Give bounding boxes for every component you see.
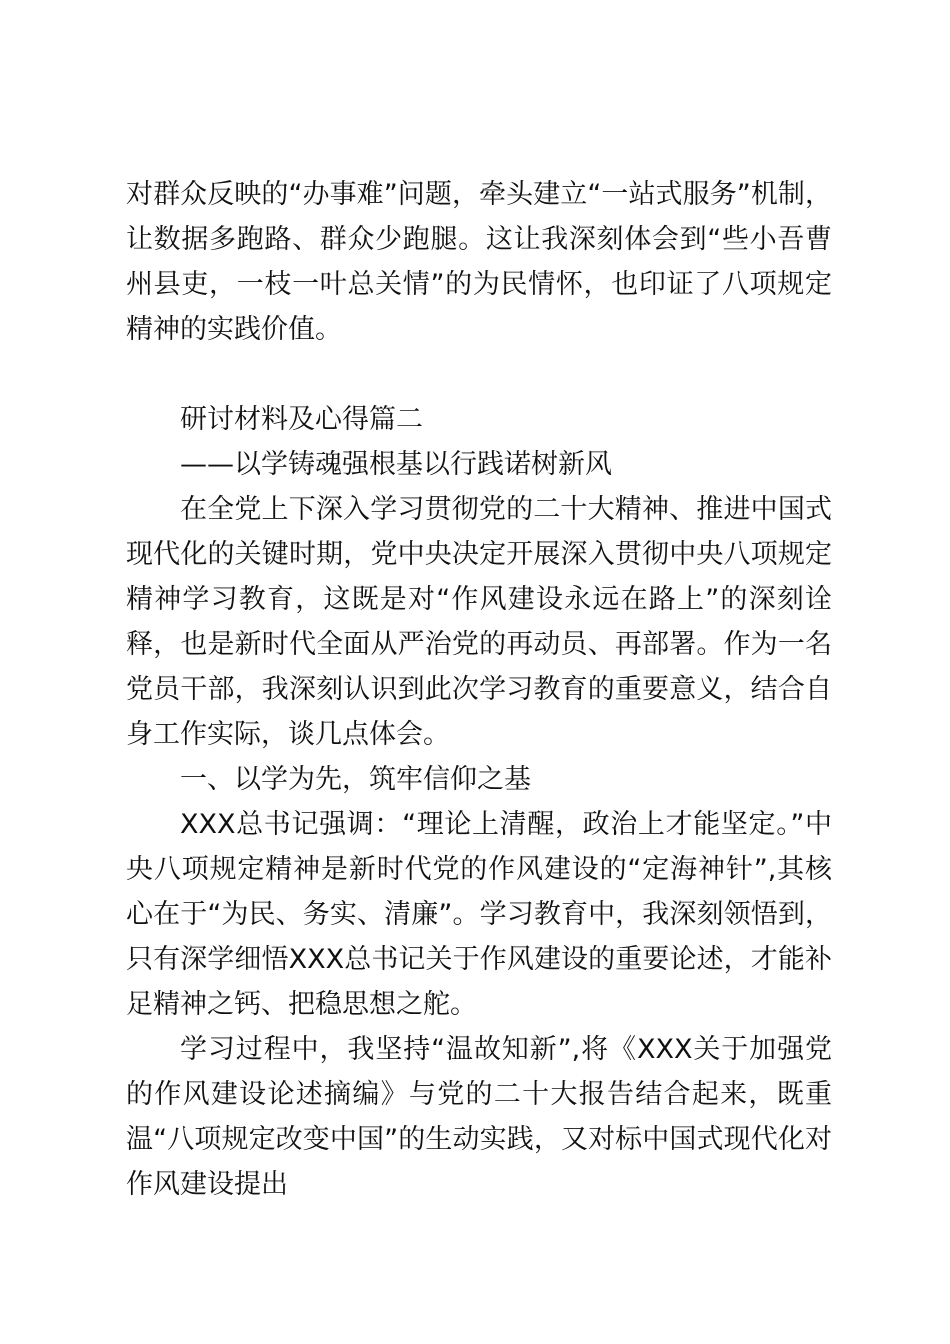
article-subtitle: ——以学铸魂强根基以行践诺树新风 xyxy=(180,449,612,480)
body-paragraph: XXX总书记强调：“理论上清醒，政治上才能坚定。”中央八项规定精神是新时代党的作风建设的“定海神针”,其核心在于“为民、务实、清廉”。学习教育中，我深刻领悟到，只有深学细悟XXX总书记关于作风建设的重要论述，才能补足精神之钙、把稳思想之舵。 xyxy=(126,809,832,1020)
section-heading: 一、以学为先，筑牢信仰之基 xyxy=(180,764,531,795)
article-section xyxy=(126,397,832,1207)
article-title: 研讨材料及心得篇二 xyxy=(180,404,423,435)
body-paragraph: 学习过程中，我坚持“温故知新”,将《XXX关于加强党的作风建设论述摘编》与党的二十大报告结合起来，既重温“八项规定改变中国”的生动实践，又对标中国式现代化对作风建设提出 xyxy=(126,1034,832,1200)
intro-section xyxy=(126,172,832,352)
intro-paragraph: 对群众反映的“办事难”问题，牵头建立“一站式服务”机制，让数据多跑路、群众少跑腿。这让我深刻体会到“些小吾曹州县吏，一枝一叶总关情”的为民情怀，也印证了八项规定精神的实践价值。 xyxy=(126,179,832,345)
body-paragraph: 在全党上下深入学习贯彻党的二十大精神、推进中国式现代化的关键时期，党中央决定开展深入贯彻中央八项规定精神学习教育，这既是对“作风建设永远在路上”的深刻诠释，也是新时代全面从严治党的再动员、再部署。作为一名党员干部，我深刻认识到此次学习教育的重要意义，结合自身工作实际，谈几点体会。 xyxy=(126,494,832,750)
